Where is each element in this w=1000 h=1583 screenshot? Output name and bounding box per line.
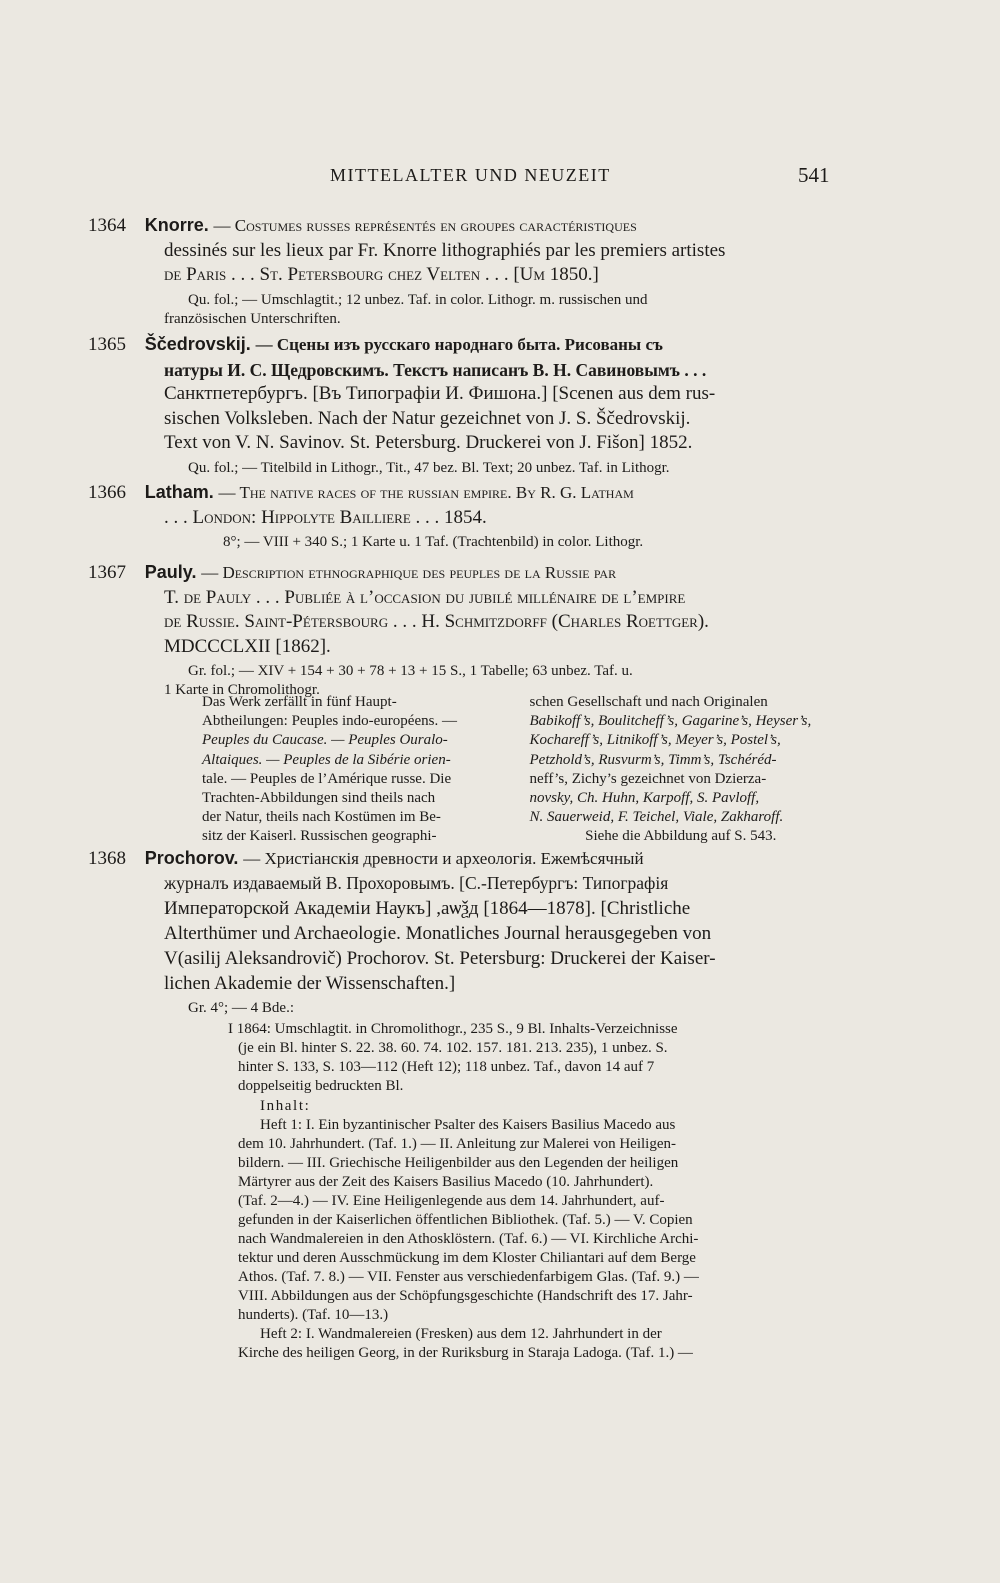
heft-line: bildern. — III. Griechische Heiligenbilder aus den Legenden der heiligen: [238, 1155, 679, 1171]
entry-title: — Description ethnographique des peuples de la Russie par: [201, 563, 617, 582]
entry-description: französischen Unterschriften.: [164, 310, 341, 327]
heft-line: nach Wandmalereien in den Athosklöstern. (Taf. 6.) — VI. Kirchliche Archi-: [238, 1231, 699, 1247]
volume-line: (je ein Bl. hinter S. 22. 38. 60. 74. 102. 157. 181. 213. 235), 1 unbez. S.: [238, 1040, 668, 1056]
volume-line: I 1864: Umschlagtit. in Chromolithogr., 235 S., 9 Bl. Inhalts-Verzeichnisse: [228, 1021, 678, 1037]
note-line: N. Sauerweid, F. Teichel, Viale, Zakharoff.: [529, 809, 784, 826]
entry-1365: [88, 332, 836, 478]
entry-1367-notes: [202, 693, 832, 847]
notes-right-column: [530, 693, 833, 847]
heft-line: VIII. Abbildungen aus der Schöpfungsgeschichte (Handschrift des 17. Jahr-: [238, 1288, 693, 1304]
entry-title-line: . . . London: Hippolyte Bailliere . . . 1854.: [164, 506, 487, 528]
note-line: sitz der Kaiserl. Russischen geographi-: [202, 828, 437, 845]
entry-name: Knorre.: [144, 215, 209, 235]
entry-title-line: Санктпетербургъ. [Въ Типографіи И. Фишона.] [Scenen aus dem rus-: [164, 383, 716, 404]
entry-title-line: lichen Akademie der Wissenschaften.]: [164, 973, 456, 994]
contents-label: Inhalt:: [260, 1098, 311, 1114]
entry-title-line: de Russie. Saint-Pétersbourg . . . H. Schmitzdorff (Charles Roettger).: [164, 611, 709, 632]
entry-name: Prochorov.: [144, 848, 239, 868]
volume-line: hinter S. 133, S. 103—112 (Heft 12); 118 unbez. Taf., davon 14 auf 7: [238, 1059, 655, 1075]
heft-line: Heft 2: I. Wandmalereien (Fresken) aus dem 12. Jahrhundert in der: [260, 1326, 662, 1342]
entry-description: 8°; — VIII + 340 S.; 1 Karte u. 1 Taf. (Trachtenbild) in color. Lithogr.: [223, 534, 644, 550]
heft-line: Heft 1: I. Ein byzantinischer Psalter des Kaisers Basilius Macedo aus: [260, 1117, 676, 1133]
entry-title-line: V(asilij Aleksandrovič) Prochorov. St. Petersburg: Druckerei der Kaiser-: [164, 948, 716, 969]
entry-title-line: de Paris . . . St. Petersbourg chez Velten . . . [Um 1850.]: [164, 264, 599, 285]
note-line: tale. — Peuples de l’Amérique russe. Die: [202, 770, 452, 787]
entry-title-line: [88, 213, 836, 239]
entry-title: — Сцены изъ русскаго народнаго быта. Рисованы съ: [255, 335, 663, 354]
page-number: 541: [798, 163, 830, 187]
notes-left-column: [202, 693, 505, 847]
heft-line: (Taf. 2—4.) — IV. Eine Heiligenlegende aus dem 14. Jahrhundert, auf-: [238, 1193, 665, 1209]
entry-title-line: dessinés sur les lieux par Fr. Knorre lithographiés par les premiers artistes: [164, 239, 726, 261]
running-header: [0, 163, 1000, 193]
entry-1367: [88, 560, 836, 700]
note-line: neff’s, Zichy’s gezeichnet von Dzierza-: [529, 770, 767, 787]
entry-title-line: [88, 560, 836, 586]
entry-title-line: Alterthümer und Archaeologie. Monatliches Journal herausgegeben von: [164, 923, 712, 944]
heft-line: dem 10. Jahrhundert. (Taf. 1.) — II. Anleitung zur Malerei von Heiligen-: [238, 1136, 676, 1152]
note-line: Altaiques. — Peuples de la Sibérie orien-: [202, 751, 451, 768]
heft-line: hunderts). (Taf. 10—13.): [238, 1307, 389, 1323]
entry-name: Latham.: [144, 482, 214, 502]
note-line: schen Gesellschaft und nach Originalen: [529, 694, 768, 710]
running-title: MITTELALTER UND NEUZEIT: [330, 165, 611, 185]
entry-title-line: [88, 480, 836, 506]
note-line: Kochareff’s, Litnikoff’s, Meyer’s, Postel’s,: [529, 732, 781, 749]
entry-title-line: T. de Pauly . . . Publiée à l’occasion du jubilé millénaire de l’empire: [164, 586, 686, 608]
entry-description: 1 Karte in Chromolithogr.: [164, 682, 320, 698]
note-line: Peuples du Caucase. — Peuples Ouralo-: [202, 732, 448, 749]
volume-line: doppelseitig bedruckten Bl.: [238, 1078, 404, 1094]
entry-description: Gr. fol.; — XIV + 154 + 30 + 78 + 13 + 15 S., 1 Tabelle; 63 unbez. Taf. u.: [188, 663, 633, 679]
note-line: novsky, Ch. Huhn, Karpoff, S. Pavloff,: [529, 790, 760, 807]
entry-title-line: sischen Volksleben. Nach der Natur gezeichnet von J. S. Ščedrovskij.: [164, 407, 691, 429]
entry-title-line: [88, 332, 836, 358]
entry-number: 1368: [88, 848, 126, 869]
entry-1364: [88, 213, 836, 329]
entry-title: — Христіанскія древности и археологія. Ежемѣсячный: [243, 849, 644, 868]
entry-title-line: [88, 846, 836, 871]
entry-description: Qu. fol.; — Titelbild in Lithogr., Tit., 47 bez. Bl. Text; 20 unbez. Taf. in Lithogr.: [188, 459, 670, 476]
entry-number: 1366: [88, 482, 126, 503]
note-line: Siehe die Abbildung auf S. 543.: [585, 828, 777, 845]
entry-title-line: MDCCCLXII [1862].: [164, 635, 331, 657]
note-line: Trachten-Abbildungen sind theils nach: [202, 790, 436, 807]
entry-description: Qu. fol.; — Umschlagtit.; 12 unbez. Taf. in color. Lithogr. m. russischen und: [188, 291, 648, 308]
entry-title-line: натуры И. С. Щедровскимъ. Текстъ написанъ В. Н. Савиновымъ . . .: [164, 359, 707, 380]
entry-title: — The native races of the russian empire. By R. G. Latham: [218, 483, 634, 502]
entry-title-line: Text von V. N. Savinov. St. Petersburg. Druckerei von J. Fišon] 1852.: [164, 432, 693, 453]
entry-name: Pauly.: [144, 562, 197, 582]
entry-title-line: журналъ издаваемый В. Прохоровымъ. [С.-Петербургъ: Типографія: [164, 873, 669, 893]
entry-1366: [88, 480, 836, 552]
entry-1368: [88, 846, 836, 1363]
note-line: Abtheilungen: Peuples indo-européens. —: [202, 713, 457, 730]
note-line: Das Werk zerfällt in fünf Haupt-: [202, 694, 397, 710]
entry-name: Ščedrovskij.: [144, 334, 251, 354]
entry-number: 1365: [88, 334, 126, 355]
heft-line: gefunden in der Kaiserlichen öffentlichen Bibliothek. (Taf. 5.) — V. Copien: [238, 1212, 693, 1228]
note-line: Petzhold’s, Rusvurm’s, Timm’s, Tschéréd-: [529, 751, 777, 768]
heft-line: Märtyrer aus der Zeit des Kaisers Basilius Macedo (10. Jahrhundert).: [238, 1174, 654, 1190]
entry-number: 1367: [88, 562, 126, 583]
entry-description: Gr. 4°; — 4 Bde.:: [188, 1000, 294, 1016]
heft-line: Kirche des heiligen Georg, in der Ruriksburg in Staraja Ladoga. (Taf. 1.) —: [238, 1345, 693, 1361]
entry-title-line: Императорской Академіи Наукъ] ,аѡѯд [1864—1878]. [Christliche: [164, 898, 691, 919]
heft-line: tektur und deren Ausschmückung im dem Kloster Chiliantari auf dem Berge: [238, 1250, 696, 1266]
entry-title: — Costumes russes représentés en groupes caractéristiques: [213, 216, 637, 235]
entry-number: 1364: [88, 215, 126, 236]
note-line: der Natur, theils nach Kostümen im Be-: [202, 809, 441, 826]
note-line: Babikoff’s, Boulitcheff’s, Gagarine’s, Heyser’s,: [529, 713, 812, 730]
heft-line: Athos. (Taf. 7. 8.) — VII. Fenster aus verschiedenfarbigem Glas. (Taf. 9.) —: [238, 1269, 699, 1285]
